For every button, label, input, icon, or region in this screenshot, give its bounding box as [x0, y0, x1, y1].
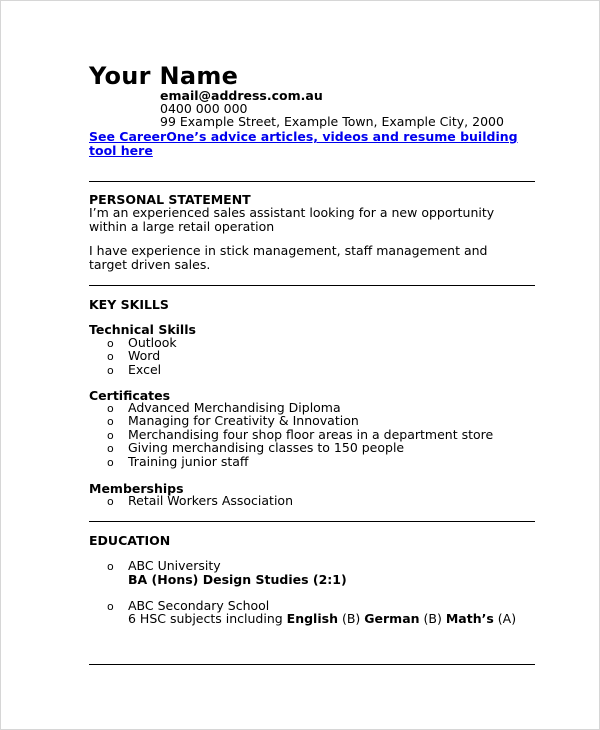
list-item: Excel	[128, 362, 162, 377]
personal-statement-heading: PERSONAL STATEMENT	[89, 192, 251, 207]
list-item: Merchandising four shop floor areas in a department store	[128, 427, 494, 442]
list-bullet: o	[107, 415, 114, 428]
subject-grade: (A)	[497, 611, 517, 626]
key-skills-heading: KEY SKILLS	[89, 297, 169, 312]
list-bullet: o	[107, 442, 114, 455]
section-divider	[89, 285, 535, 286]
careerone-advice-link[interactable]: See CareerOne’s advice articles, videos and resume building tool here	[89, 129, 518, 158]
personal-statement-paragraph-1: I’m an experienced sales assistant looking for a new opportunity within a large retail operation	[89, 205, 495, 234]
contact-email: email@address.com.au	[160, 88, 323, 103]
hsc-prefix: 6 HSC subjects including	[128, 611, 283, 626]
subject-grade: (B)	[341, 611, 361, 626]
list-bullet: o	[107, 600, 114, 613]
education-qualification: BA (Hons) Design Studies (2:1)	[128, 572, 347, 587]
list-bullet: o	[107, 456, 114, 469]
subject-name: Math’s	[445, 611, 494, 626]
section-divider	[89, 664, 535, 665]
education-heading: EDUCATION	[89, 533, 171, 548]
memberships-heading: Memberships	[89, 481, 184, 496]
education-institution: ABC University	[128, 558, 221, 573]
section-divider	[89, 181, 535, 182]
list-bullet: o	[107, 495, 114, 508]
list-bullet: o	[107, 560, 114, 573]
list-item: Managing for Creativity & Innovation	[128, 413, 359, 428]
list-item: Word	[128, 348, 161, 363]
list-item: Retail Workers Association	[128, 493, 293, 508]
certificates-heading: Certificates	[89, 388, 171, 403]
subject-name: German	[364, 611, 420, 626]
contact-phone: 0400 000 000	[160, 101, 248, 116]
list-bullet: o	[107, 364, 114, 377]
contact-address: 99 Example Street, Example Town, Example City, 2000	[160, 114, 504, 129]
list-item: Outlook	[128, 335, 177, 350]
list-item: Training junior staff	[128, 454, 249, 469]
list-bullet: o	[107, 429, 114, 442]
list-bullet: o	[107, 350, 114, 363]
technical-skills-heading: Technical Skills	[89, 322, 196, 337]
personal-statement-paragraph-2: I have experience in stick management, staff management and target driven sales.	[89, 243, 488, 272]
hsc-subjects-line	[128, 612, 516, 626]
list-item: Advanced Merchandising Diploma	[128, 400, 341, 415]
section-divider	[89, 521, 535, 522]
subject-grade: (B)	[423, 611, 442, 626]
education-institution: ABC Secondary School	[128, 598, 270, 613]
list-item: Giving merchandising classes to 150 people	[128, 440, 405, 455]
subject-name: English	[286, 611, 338, 626]
list-bullet: o	[107, 337, 114, 350]
candidate-name: Your Name	[89, 62, 239, 90]
list-bullet: o	[107, 402, 114, 415]
